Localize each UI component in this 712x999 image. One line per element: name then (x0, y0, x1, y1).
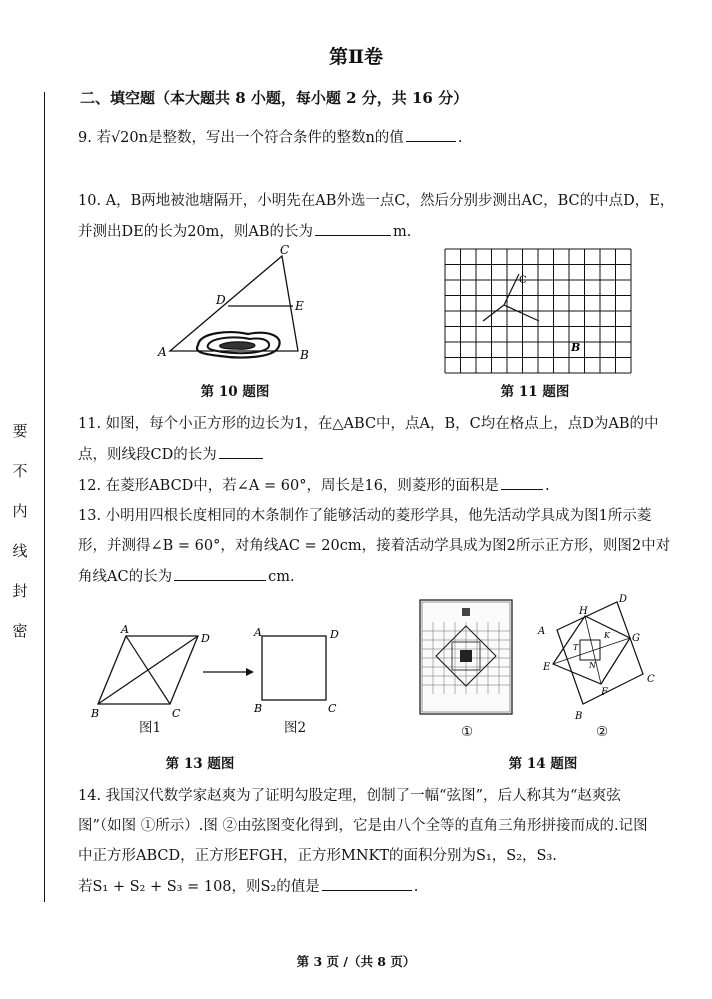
section-heading: 二、填空题（本大题共 8 小题，每小题 2 分，共 16 分） (80, 89, 469, 107)
figure-13 (88, 622, 368, 722)
fig2-label-A: A (254, 626, 262, 639)
label-F: F (601, 687, 608, 698)
question-14: 14. 我国汉代数学家赵爽为了证明勾股定理，创制了一幅“弦图”，后人称其为“赵爽弦 图”（如图 ①所示）.图 ②由弦图变化得到，它是由八个全等的直角三角形拼接而成的.记图 中正方形ABCD，正方形EFGH，正方形MNKT的面积分别为S₁，S₂，S₃. 若S₁ + S₂ + S₃ = 108，则S₂的值是 . (78, 788, 648, 895)
label-B: B (575, 711, 583, 722)
label-E: E (543, 662, 551, 673)
label-N: N (589, 661, 596, 670)
label-A: A (158, 345, 167, 359)
caption-fig2: 图2 (283, 720, 307, 736)
label-D: D (619, 594, 628, 605)
answer-blank[interactable] (315, 221, 391, 236)
question-9: 9. 若√20n是整数，写出一个符合条件的整数n的值 . (78, 127, 462, 148)
fig2-label-D: D (330, 628, 339, 641)
label-B: B (300, 348, 309, 362)
question-12: 12. 在菱形ABCD中，若∠A = 60°，周长是16，则菱形的面积是 . (78, 475, 550, 496)
page-title: 第Ⅱ卷 (328, 46, 383, 68)
fig1-label-A: A (121, 623, 129, 636)
figure-14-image-1 (418, 598, 514, 718)
caption-fig14: 第 14 题图 (508, 756, 578, 772)
label-A: A (538, 626, 546, 637)
figure-14-image-2 (535, 594, 665, 724)
caption-fig13: 第 13 题图 (165, 756, 235, 772)
label-B: B (571, 341, 581, 354)
fig2-label-B: B (254, 702, 263, 715)
label-D: D (216, 293, 226, 307)
label-C: C (647, 674, 655, 685)
caption-fig10: 第 10 题图 (200, 384, 270, 400)
binding-line (44, 92, 45, 902)
label-K: K (604, 631, 610, 640)
caption-fig1: 图1 (138, 720, 162, 736)
answer-blank[interactable] (501, 475, 543, 490)
answer-blank[interactable] (174, 566, 266, 581)
figure-11 (443, 247, 633, 377)
page-footer: 第 3 页 /（共 8 页） (296, 954, 416, 969)
caption-circ1: ① (460, 724, 474, 740)
binding-text: 要 不 内 线 封 密 (12, 422, 28, 640)
label-E: E (295, 299, 304, 313)
question-11: 11. 如图，每个小正方形的边长为1，在△ABC中，点A，B，C均在格点上，点D为AB的中 点，则线段CD的长为 (78, 416, 659, 463)
fig2-label-C: C (328, 702, 337, 715)
figure-10 (150, 244, 320, 369)
fig1-label-B: B (91, 707, 100, 720)
label-T: T (573, 643, 579, 652)
label-C: C (519, 275, 527, 286)
label-G: G (632, 633, 640, 644)
caption-fig11: 第 11 题图 (500, 384, 570, 400)
label-C: C (280, 244, 290, 257)
label-H: H (579, 606, 588, 617)
question-13: 13. 小明用四根长度相同的木条制作了能够活动的菱形学具，他先活动学具成为图1所示菱 形，并测得∠B = 60°，对角线AC = 20cm，接着活动学具成为图2所示正方形，则图2中对 角线AC的长为 cm. (78, 508, 671, 585)
fig1-label-C: C (172, 707, 181, 720)
question-10: 10. A，B两地被池塘隔开，小明先在AB外选一点C，然后分别步测出AC，BC的中点D，E， 并测出DE的长为20m，则AB的长为 m. (78, 193, 675, 240)
answer-blank[interactable] (219, 444, 263, 459)
answer-blank[interactable] (322, 876, 412, 891)
fig1-label-D: D (201, 632, 210, 645)
answer-blank[interactable] (406, 127, 456, 142)
caption-circ2: ② (595, 724, 609, 740)
